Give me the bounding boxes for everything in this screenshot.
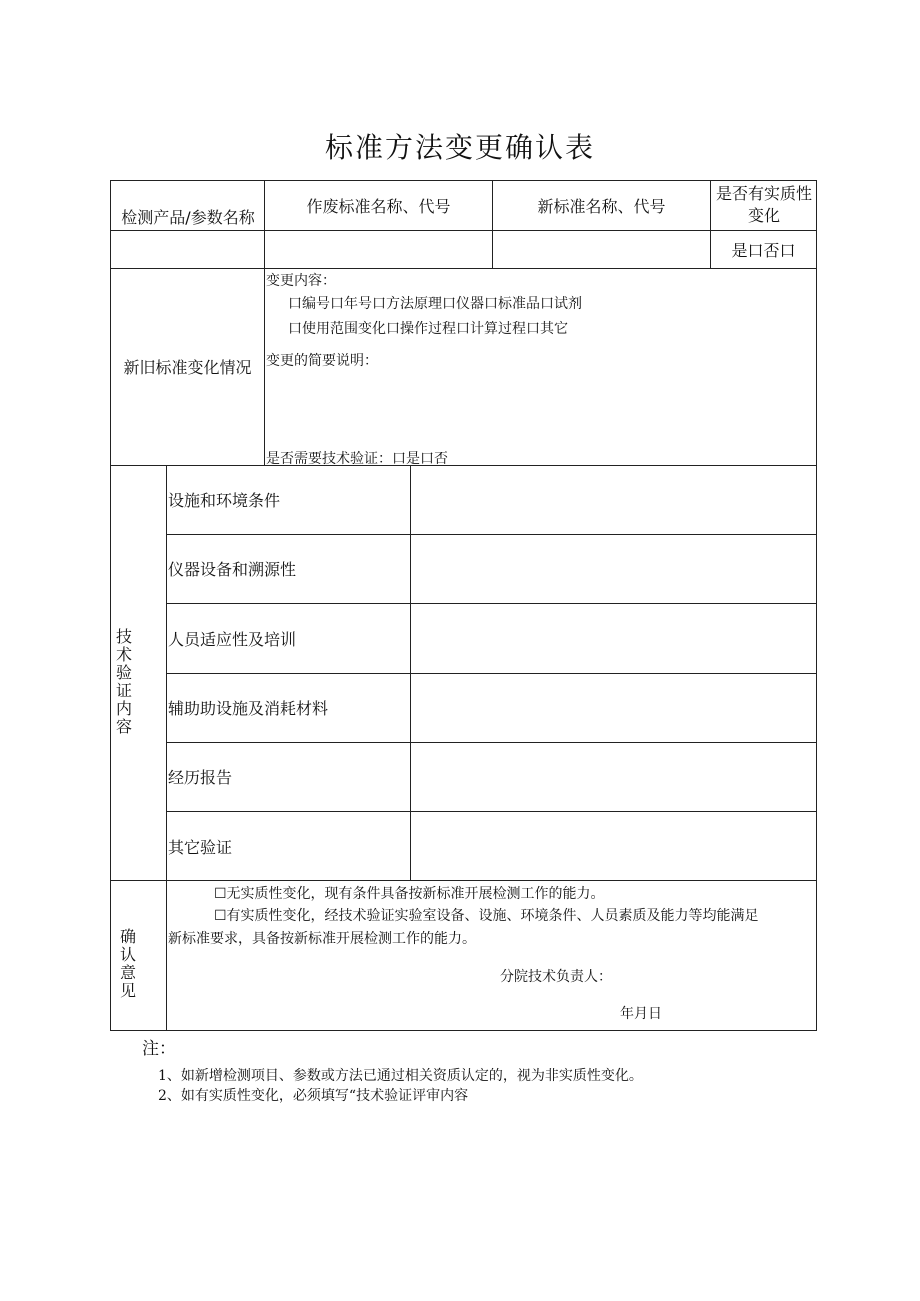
- tech-item-experience-report: 经历报告: [168, 768, 233, 787]
- tech-item-other: 其它验证: [168, 838, 233, 857]
- change-options-line1[interactable]: 口编号口年号口方法原理口仪器口标准品口试剂: [288, 296, 582, 312]
- confirmation-label: 确认意见: [119, 927, 136, 1000]
- old-standard-header: 作废标准名称、代号: [306, 197, 451, 216]
- product-param-field[interactable]: [111, 231, 264, 268]
- tech-item-instruments: 仪器设备和溯源性: [168, 560, 297, 579]
- confirmation-option-no-change[interactable]: ☐无实质性变化，现有条件具备按新标准开展检测工作的能力。: [214, 886, 605, 902]
- note-2: 2、如有实质性变化，必须填写“技术验证评审内容: [158, 1088, 469, 1104]
- tech-answer-field[interactable]: [411, 466, 816, 534]
- tech-verification-label: 技术验证内容: [115, 627, 132, 736]
- tech-item-auxiliary: 辅助助设施及消耗材料: [168, 699, 329, 718]
- change-options-line2[interactable]: 口使用范围变化口操作过程口计算过程口其它: [288, 321, 568, 337]
- verification-needed[interactable]: 是否需要技术验证：口是口否: [266, 451, 448, 467]
- product-param-header: 检测产品/参数名称: [121, 208, 255, 227]
- tech-answer-field[interactable]: [411, 535, 816, 603]
- old-standard-field[interactable]: [265, 231, 492, 268]
- new-standard-field[interactable]: [493, 231, 710, 268]
- notes-heading: 注：: [142, 1039, 176, 1059]
- tech-answer-field[interactable]: [411, 743, 816, 811]
- brief-description-label: 变更的简要说明：: [266, 353, 378, 369]
- date-label: 年月日: [620, 1006, 662, 1022]
- change-content-label: 变更内容：: [266, 273, 336, 289]
- page-title: 标准方法变更确认表: [324, 131, 595, 164]
- substantive-change-choice[interactable]: 是口否口: [731, 241, 796, 260]
- tech-answer-field[interactable]: [411, 812, 816, 880]
- tech-answer-field[interactable]: [411, 674, 816, 742]
- tech-answer-field[interactable]: [411, 604, 816, 673]
- tech-item-personnel: 人员适应性及培训: [168, 630, 297, 649]
- new-standard-header: 新标准名称、代号: [537, 197, 666, 216]
- substantive-change-header: 是否有实质性变化: [715, 184, 812, 225]
- confirmation-option-change[interactable]: ☐有实质性变化，经技术验证实验室设备、设施、环境条件、人员素质及能力等均能满足: [214, 908, 759, 924]
- tech-item-facilities: 设施和环境条件: [168, 491, 281, 510]
- confirmation-option-change-cont: 新标准要求，具备按新标准开展检测工作的能力。: [168, 931, 476, 947]
- signer-label: 分院技术负责人：: [500, 969, 612, 985]
- note-1: 1、如新增检测项目、参数或方法已通过相关资质认定的，视为非实质性变化。: [158, 1068, 643, 1084]
- change-section-label: 新旧标准变化情况: [123, 358, 252, 377]
